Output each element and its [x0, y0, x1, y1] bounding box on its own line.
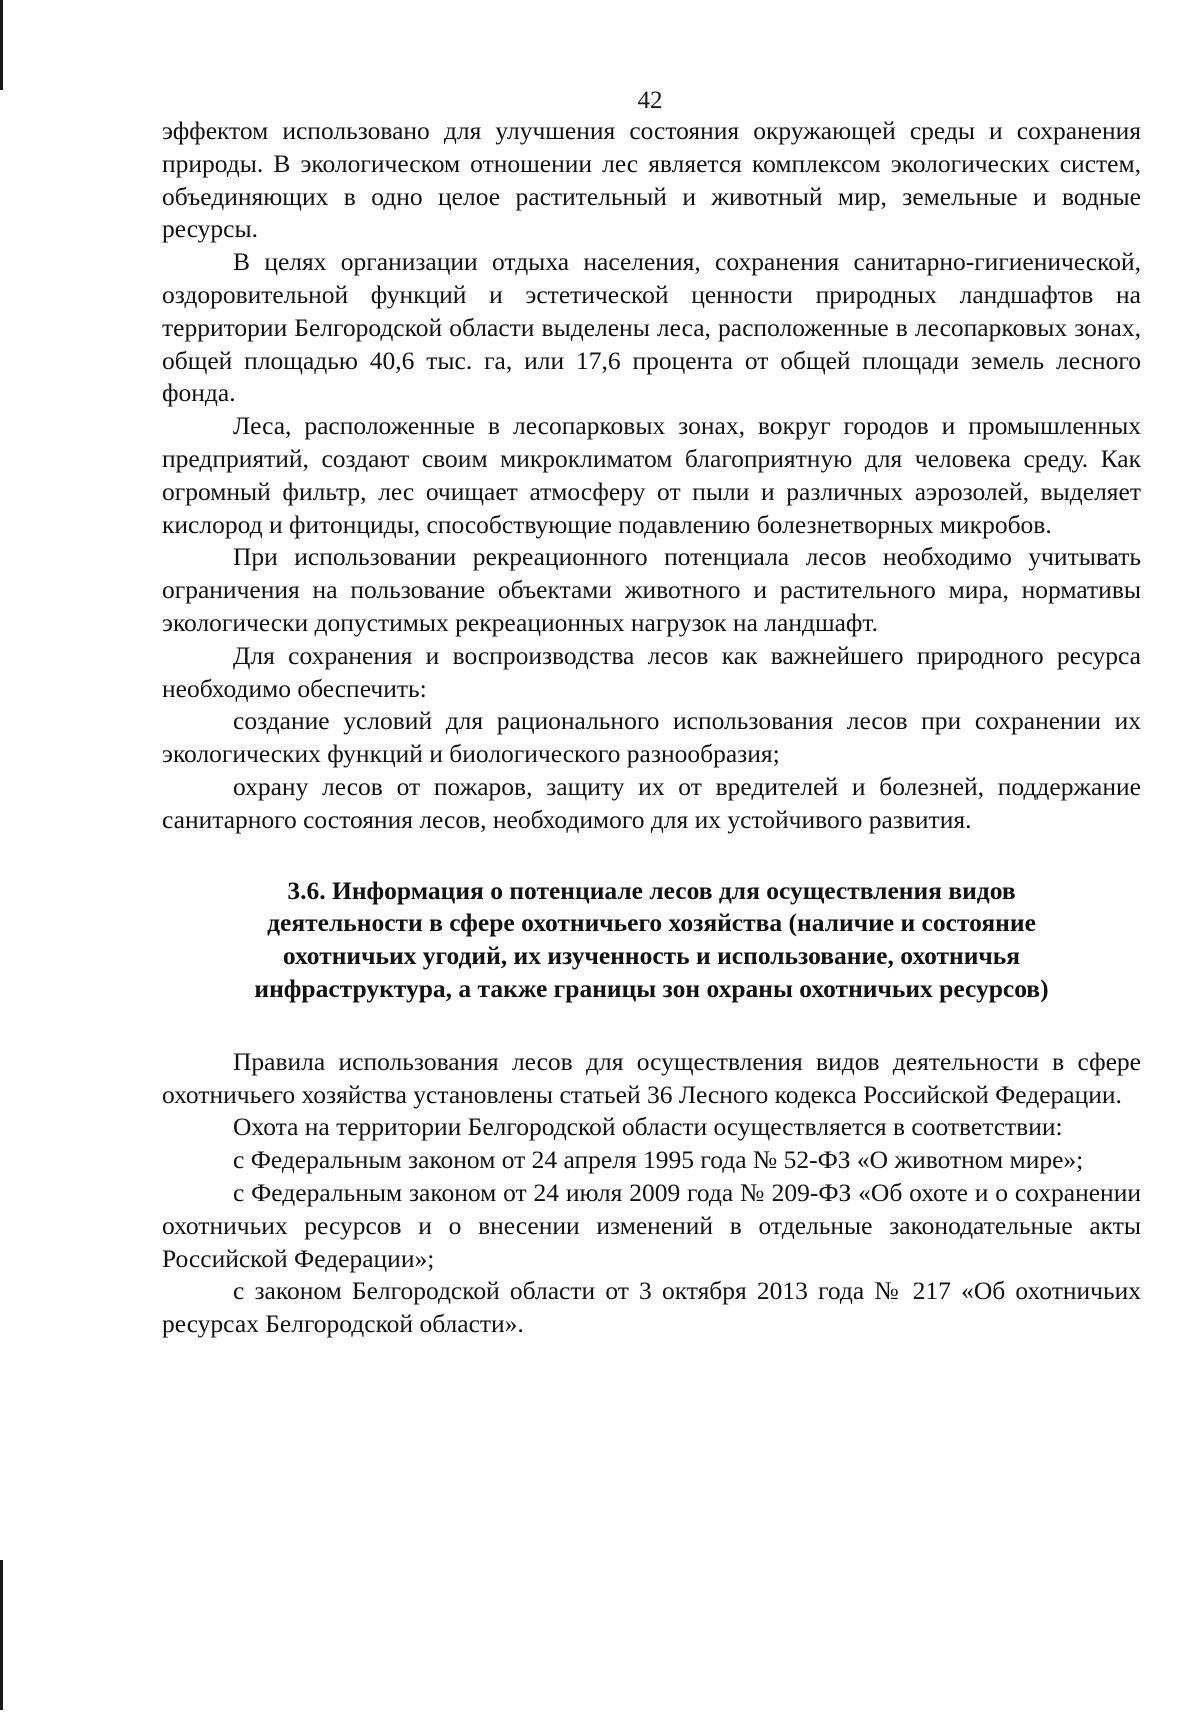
list-item-law-217: с законом Белгородской области от 3 октября 2013 года № 217 «Об охотничьих ресурсах Белгородской области».	[162, 1276, 1141, 1339]
list-item-law-52: с Федеральным законом от 24 апреля 1995 года № 52-ФЗ «О животном мире»;	[233, 1145, 1084, 1175]
paragraph-preservation-intro: Для сохранения и воспроизводства лесов как важнейшего природного ресурса необходимо обеспечить:	[162, 640, 1141, 703]
page-number: 42	[637, 87, 663, 114]
section-heading-line: деятельности в сфере охотничьего хозяйства (наличие и состояние	[267, 908, 1036, 938]
document-body	[162, 115, 1141, 1341]
paragraph-continued: эффектом использовано для улучшения состояния окружающей среды и сохранения природы. В экологическом отношении лес является комплексом экологических систем, объединяющих в одно целое растительный и животный мир, земельные и водные ресурсы.	[162, 116, 1141, 244]
paragraph-forest-functions: Леса, расположенные в лесопарковых зонах, вокруг городов и промышленных предприятий, создают своим микроклиматом благоприятную для человека среду. Как огромный фильтр, лес очищает атмосферу от пыли и различных аэрозолей, выделяет кислород и фитонциды, способствующие подавлению болезнетворных микробов.	[162, 411, 1141, 539]
scan-edge-top	[0, 0, 3, 90]
section-heading-line: охотничьих угодий, их изученность и использование, охотничья	[282, 941, 1021, 971]
section-heading-line: 3.6. Информация о потенциале лесов для осуществления видов	[287, 875, 1016, 905]
paragraph-recreation-limits: При использовании рекреационного потенциала лесов необходимо учитывать ограничения на пользование объектами животного и растительного мира, нормативы экологически допустимых рекреационных нагрузок на ландшафт.	[162, 542, 1141, 637]
paragraph-hunting-intro: Охота на территории Белгородской области осуществляется в соответствии:	[233, 1112, 1063, 1142]
list-item-conditions: создание условий для рационального использования лесов при сохранении их экологических функций и биологического разнообразия;	[162, 706, 1141, 769]
paragraph-recreation-zones: В целях организации отдыха населения, сохранения санитарно-гигиенической, оздоровительной функций и эстетической ценности природных ландшафтов на территории Белгородской области выделены леса, расположенные в лесопарковых зонах, общей площадью 40,6 тыс. га, или 17,6 процента от общей площади земель лесного фонда.	[162, 247, 1141, 408]
scan-edge-bottom	[0, 1560, 3, 1710]
list-item-law-209: с Федеральным законом от 24 июля 2009 года № 209-ФЗ «Об охоте и о сохранении охотничьих ресурсов и о внесении изменений в отдельные законодательные акты Российской Федерации»;	[162, 1177, 1141, 1273]
section-heading-line: инфраструктура, а также границы зон охраны охотничьих ресурсов)	[254, 973, 1049, 1003]
list-item-protection: охрану лесов от пожаров, защиту их от вредителей и болезней, поддержание санитарного состояния лесов, необходимого для их устойчивого развития.	[162, 771, 1141, 834]
paragraph-hunting-rules: Правила использования лесов для осуществления видов деятельности в сфере охотничьего хозяйства установлены статьей 36 Лесного кодекса Российской Федерации.	[162, 1046, 1141, 1109]
section-heading	[162, 875, 1141, 1006]
